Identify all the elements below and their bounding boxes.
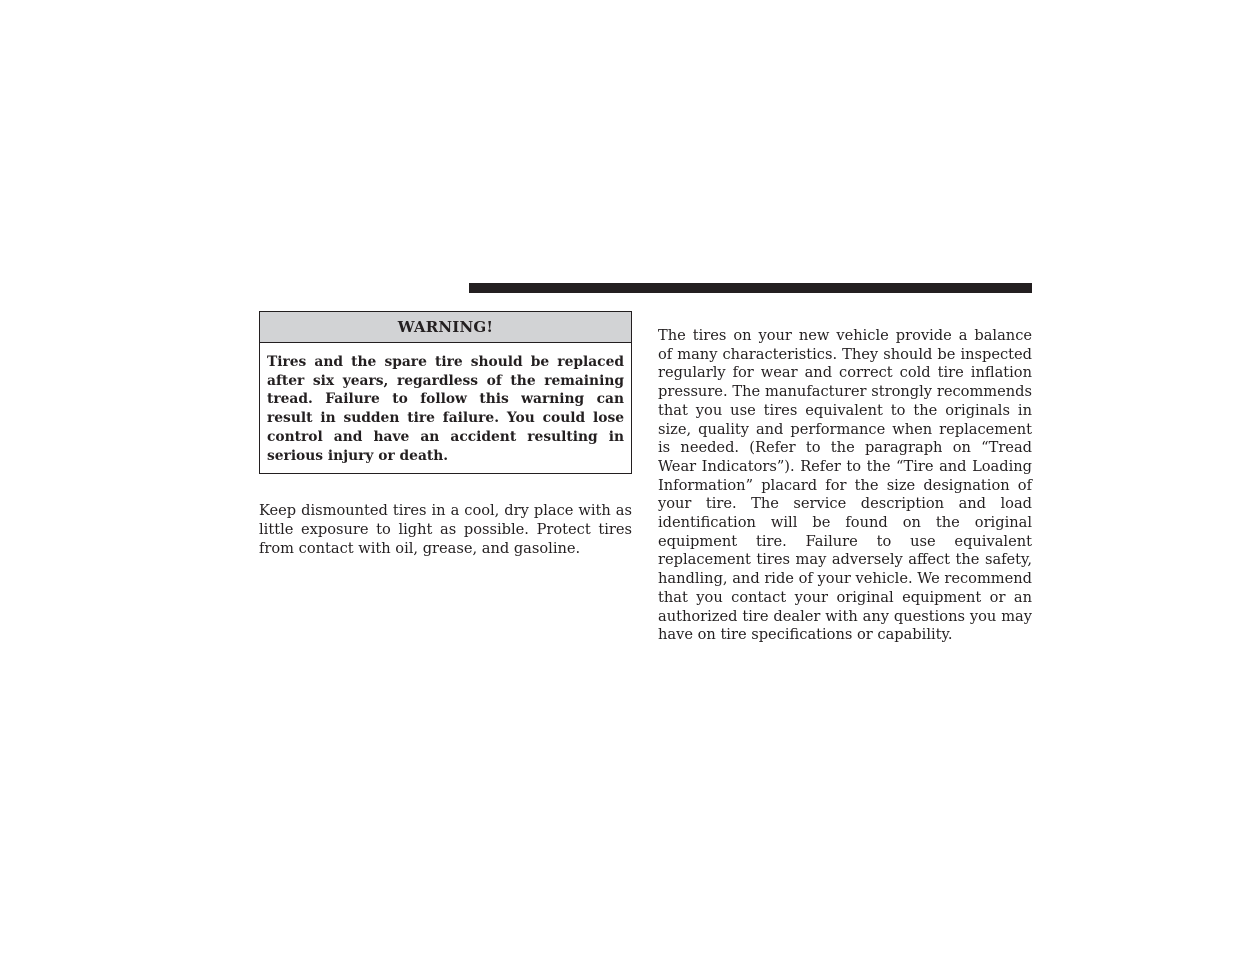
- replacement-paragraph: The tires on your new vehicle provide a balance of many characteristics. They should be inspected regularly for wear and correct cold tire inflation pressure. The manufacturer strongly recommends that you use tires equivalent to the originals in size, quality and performance when replacement is needed. (Refer to the paragraph on “Tread Wear Indicators”). Refer to the “Tire and Loading Information” placard for the size designation of your tire. The service description and load identification will be found on the original equipment tire. Failure to use equivalent replacement tires may adversely affect the safety, handling, and ride of your vehicle. We recommend that you contact your original equipment or an authorized tire dealer with any questions you may have on tire specifications or capability.: [658, 327, 1032, 644]
- section-header-rule: [469, 283, 1032, 293]
- left-column: [259, 311, 632, 558]
- right-column: [658, 327, 1032, 645]
- storage-paragraph: Keep dismounted tires in a cool, dry place with as little exposure to light as possible. Protect tires from contact with oil, grease, and gasoline.: [259, 502, 632, 557]
- warning-text: Tires and the spare tire should be replaced after six years, regardless of the remaining tread. Failure to follow this warning can result in sudden tire failure. You could lose control and have an accident resulting in serious injury or death.: [267, 354, 624, 464]
- warning-box: [259, 311, 632, 474]
- warning-title: WARNING!: [260, 312, 631, 343]
